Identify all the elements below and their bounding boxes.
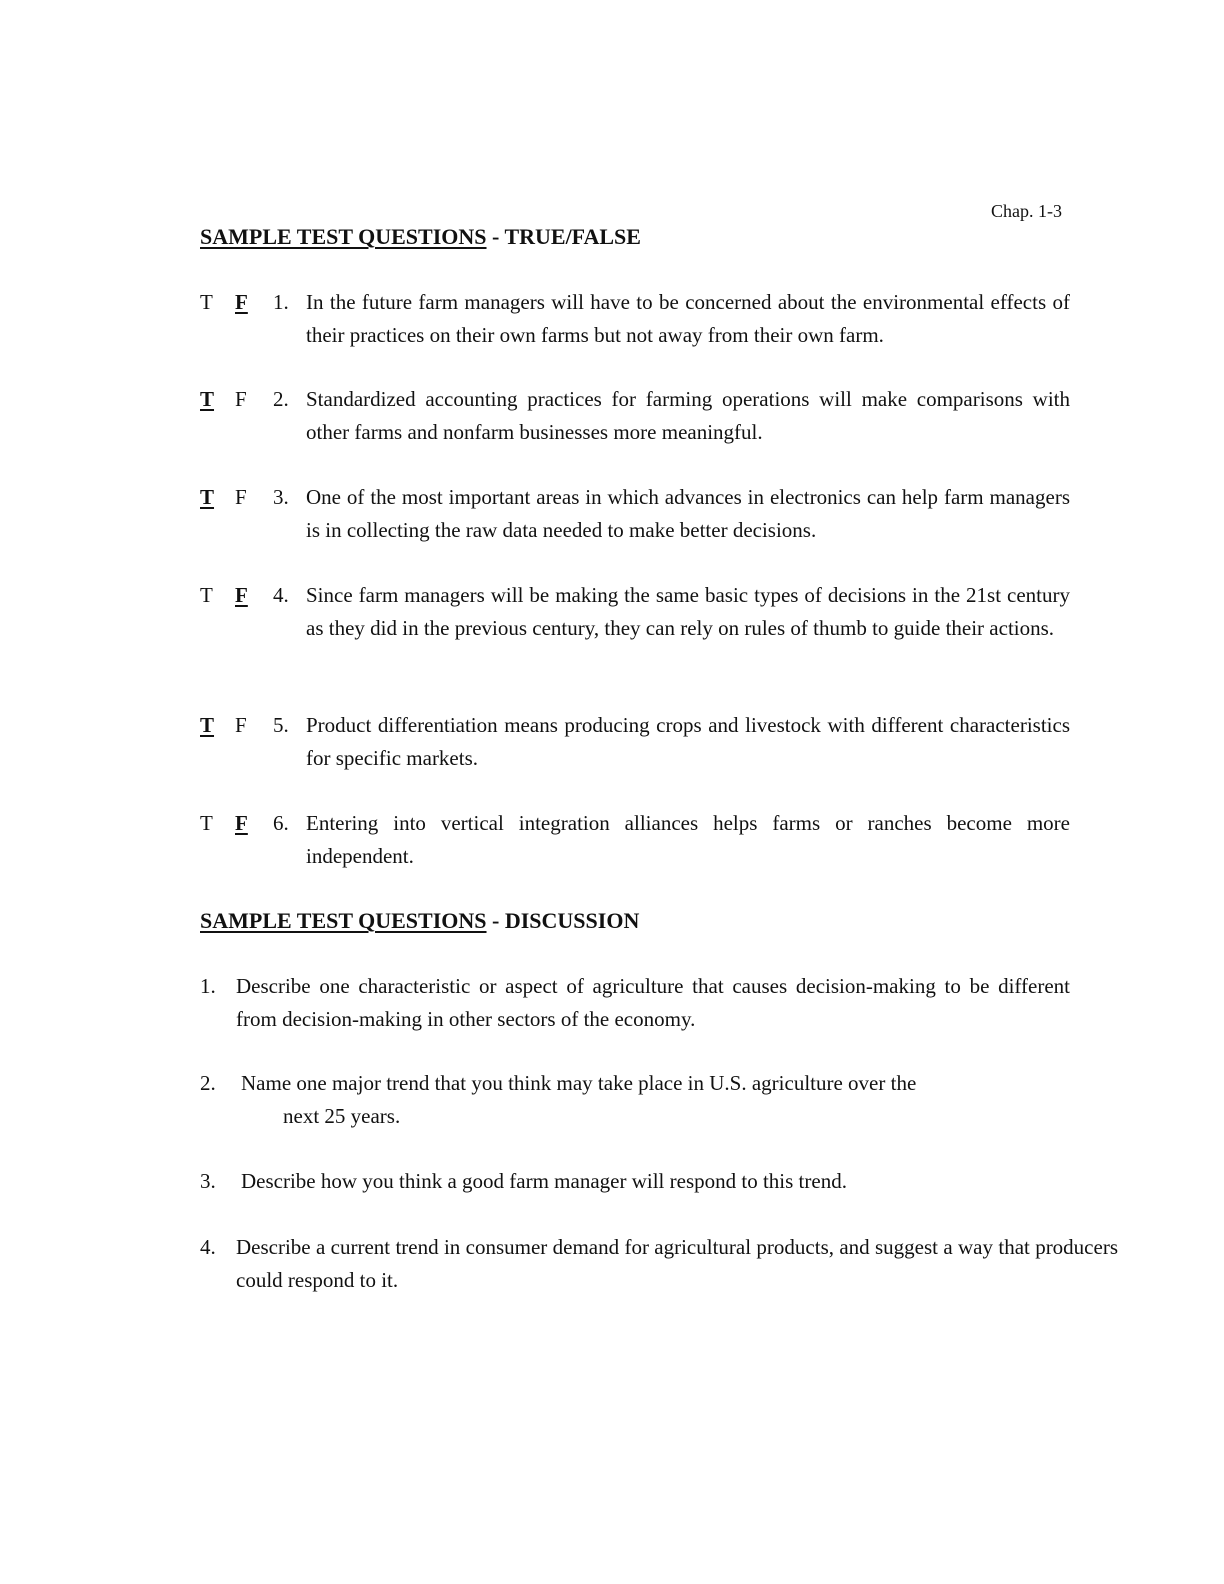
tf-question-4 (200, 579, 1070, 645)
question-text: One of the most important areas in which advances in electronics can help farm managers is in collecting the raw data needed to make better decisions. (306, 485, 1070, 542)
true-false-heading (200, 224, 641, 250)
question-text: Product differentiation means producing crops and livestock with different characteristics for specific markets. (306, 713, 1070, 770)
tf-question-3 (200, 481, 1070, 547)
question-number: 2. (200, 1071, 216, 1095)
false-option-selected: F (235, 290, 248, 314)
question-text-line-2: next 25 years. (283, 1104, 401, 1128)
false-option-selected: F (235, 811, 248, 835)
question-text: Describe how you think a good farm manager will respond to this trend. (241, 1169, 847, 1193)
question-text: Since farm managers will be making the same basic types of decisions in the 21st century as they did in the previous century, they can rely on rules of thumb to guide their actions. (306, 583, 1070, 640)
discussion-heading (200, 908, 639, 934)
true-option: T (200, 811, 213, 835)
question-number: 4. (200, 1235, 216, 1259)
tf-question-6 (200, 807, 1070, 873)
question-number: 1. (273, 290, 289, 314)
question-number: 2. (273, 387, 289, 411)
page-label: Chap. 1-3 (991, 201, 1062, 221)
question-number: 5. (273, 713, 289, 737)
true-option-selected: T (200, 713, 215, 737)
question-text: In the future farm managers will have to be concerned about the environmental effects of their practices on their own farms but not away from their own farm. (306, 290, 1070, 347)
true-false-heading-suffix: - TRUE/FALSE (486, 224, 641, 249)
true-option-selected: T (200, 485, 215, 509)
true-option: T (200, 290, 213, 314)
question-text: Entering into vertical integration alliances helps farms or ranches become more independent. (306, 811, 1070, 868)
tf-question-1 (200, 286, 1070, 352)
question-number: 1. (200, 974, 216, 998)
discussion-question-2 (200, 1067, 1070, 1133)
discussion-question-3 (200, 1165, 1070, 1198)
false-option: F (235, 713, 247, 737)
tf-question-5 (200, 709, 1070, 775)
question-text: Describe a current trend in consumer demand for agricultural products, and suggest a way that producers could respond to it. (236, 1235, 1118, 1292)
true-option: T (200, 583, 213, 607)
question-number: 3. (273, 485, 289, 509)
question-text-line-1: Name one major trend that you think may take place in U.S. agriculture over the (241, 1071, 917, 1095)
tf-question-2 (200, 383, 1070, 449)
true-false-heading-title: SAMPLE TEST QUESTIONS (200, 224, 487, 249)
question-number: 4. (273, 583, 289, 607)
discussion-question-4 (200, 1231, 1118, 1297)
discussion-heading-suffix: - DISCUSSION (486, 908, 640, 933)
question-number: 6. (273, 811, 289, 835)
question-text: Describe one characteristic or aspect of agriculture that causes decision-making to be different from decision-making in other sectors of the economy. (236, 974, 1070, 1031)
true-option-selected: T (200, 387, 215, 411)
false-option-selected: F (235, 583, 248, 607)
question-text: Standardized accounting practices for farming operations will make comparisons with other farms and nonfarm businesses more meaningful. (306, 387, 1070, 444)
discussion-question-1 (200, 970, 1070, 1036)
discussion-heading-title: SAMPLE TEST QUESTIONS (200, 908, 487, 933)
false-option: F (235, 387, 247, 411)
question-number: 3. (200, 1169, 216, 1193)
false-option: F (235, 485, 247, 509)
